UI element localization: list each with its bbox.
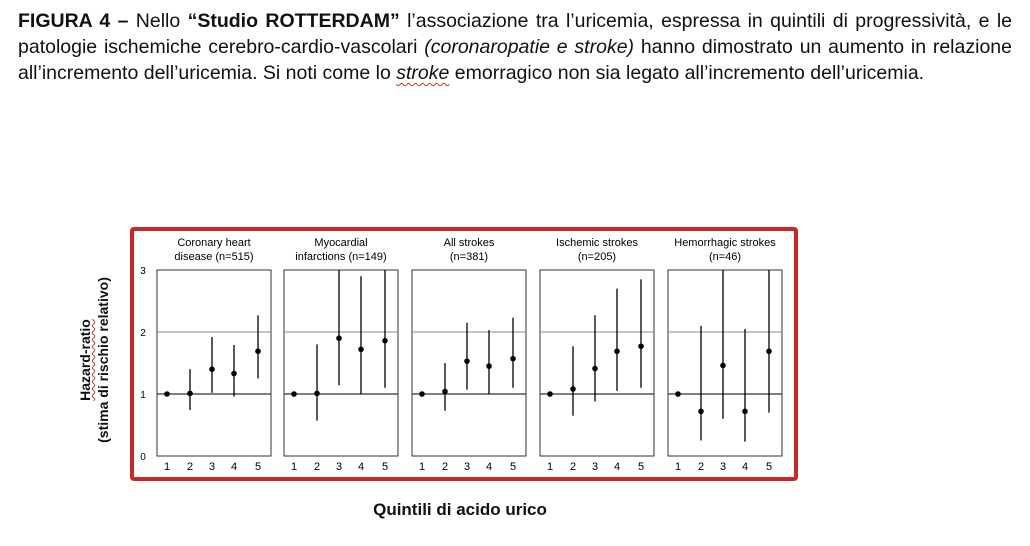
data-point bbox=[382, 338, 388, 344]
data-point bbox=[570, 386, 576, 392]
x-tick-label: 1 bbox=[546, 461, 554, 473]
x-tick-label: 2 bbox=[186, 461, 194, 473]
panel-title: All strokes bbox=[443, 237, 495, 249]
panel-title: Myocardial bbox=[314, 237, 368, 249]
caption-text-1: Nello bbox=[128, 10, 188, 32]
x-axis-title: Quintili di acido urico bbox=[373, 500, 547, 519]
data-point bbox=[419, 391, 425, 397]
x-tick-label: 5 bbox=[254, 461, 262, 473]
data-point bbox=[464, 358, 470, 364]
x-tick-label: 1 bbox=[674, 461, 682, 473]
x-tick-label: 4 bbox=[613, 461, 621, 473]
x-tick-label: 5 bbox=[765, 461, 773, 473]
x-tick-label: 4 bbox=[741, 461, 749, 473]
y-tick-label: 2 bbox=[140, 328, 146, 339]
x-tick-label: 2 bbox=[697, 461, 705, 473]
data-point bbox=[314, 391, 320, 397]
caption-study-name: “Studio ROTTERDAM” bbox=[187, 10, 400, 32]
x-tick-label: 5 bbox=[381, 461, 389, 473]
data-point bbox=[510, 356, 516, 362]
data-point bbox=[486, 363, 492, 369]
data-point bbox=[291, 391, 297, 397]
x-tick-label: 4 bbox=[357, 461, 365, 473]
data-point bbox=[442, 389, 448, 395]
panel-subtitle: infarctions (n=149) bbox=[295, 251, 387, 263]
panel-frame bbox=[668, 270, 782, 456]
panel-title: Coronary heart bbox=[177, 237, 251, 249]
y-axis-title-line1: Hazard-ratio bbox=[77, 319, 93, 401]
x-tick-label: 3 bbox=[208, 461, 216, 473]
caption-text-4: emorragico non sia legato all’incremento dell’uricemia. bbox=[449, 62, 925, 84]
x-tick-label: 3 bbox=[335, 461, 343, 473]
data-point bbox=[592, 366, 598, 372]
y-axis-title bbox=[64, 270, 124, 450]
data-point bbox=[614, 348, 620, 354]
panel-frame bbox=[284, 270, 398, 456]
x-tick-label: 4 bbox=[230, 461, 238, 473]
data-point bbox=[231, 371, 237, 377]
y-tick-label: 0 bbox=[140, 452, 146, 463]
caption-label: FIGURA 4 – bbox=[18, 10, 129, 32]
x-tick-label: 5 bbox=[509, 461, 517, 473]
panel-subtitle: disease (n=515) bbox=[174, 251, 254, 263]
x-tick-label: 3 bbox=[719, 461, 727, 473]
x-tick-label: 2 bbox=[569, 461, 577, 473]
x-tick-label: 5 bbox=[637, 461, 645, 473]
data-point bbox=[255, 348, 261, 354]
data-point bbox=[742, 409, 748, 415]
plot-layer bbox=[140, 237, 782, 473]
x-tick-label: 1 bbox=[290, 461, 298, 473]
panel-title: Ischemic strokes bbox=[556, 237, 638, 249]
y-tick-label: 3 bbox=[140, 266, 146, 277]
x-tick-label: 2 bbox=[313, 461, 321, 473]
x-tick-label: 3 bbox=[591, 461, 599, 473]
y-tick-label: 1 bbox=[140, 390, 146, 401]
x-tick-label: 3 bbox=[463, 461, 471, 473]
caption-stroke-word: stroke bbox=[396, 62, 450, 84]
data-point bbox=[336, 335, 342, 341]
data-point bbox=[675, 391, 681, 397]
panel-subtitle: (n=205) bbox=[577, 251, 617, 263]
data-point bbox=[720, 363, 726, 369]
panel-title: Hemorrhagic strokes bbox=[674, 237, 776, 249]
panel-frame bbox=[157, 270, 271, 456]
caption-text-2: l’associazione tra l’uricemia, espressa in quintili di progressività, e le patologie ischemiche cerebro-cardio-vascolari bbox=[18, 10, 1012, 58]
figure-red-frame bbox=[132, 229, 796, 479]
data-point bbox=[164, 391, 170, 397]
data-point bbox=[547, 391, 553, 397]
x-tick-label: 4 bbox=[485, 461, 493, 473]
data-point bbox=[358, 347, 364, 353]
x-tick-label: 1 bbox=[418, 461, 426, 473]
data-point bbox=[638, 343, 644, 349]
data-point bbox=[187, 391, 193, 397]
caption-italic: (coronaropatie e stroke) bbox=[424, 36, 635, 58]
panel-subtitle: (n=46) bbox=[708, 251, 742, 263]
panel-subtitle: (n=381) bbox=[449, 251, 489, 263]
x-tick-label: 2 bbox=[441, 461, 449, 473]
x-tick-label: 1 bbox=[163, 461, 171, 473]
panel-frame bbox=[540, 270, 654, 456]
y-axis-title-line2: (stima di rischio relativo) bbox=[95, 277, 111, 443]
data-point bbox=[209, 366, 215, 372]
data-point bbox=[698, 409, 704, 415]
caption-text-3: hanno dimostrato un aumento in relazione all’incremento dell’uricemia. Si noti come lo bbox=[18, 36, 1012, 84]
data-point bbox=[766, 348, 772, 354]
